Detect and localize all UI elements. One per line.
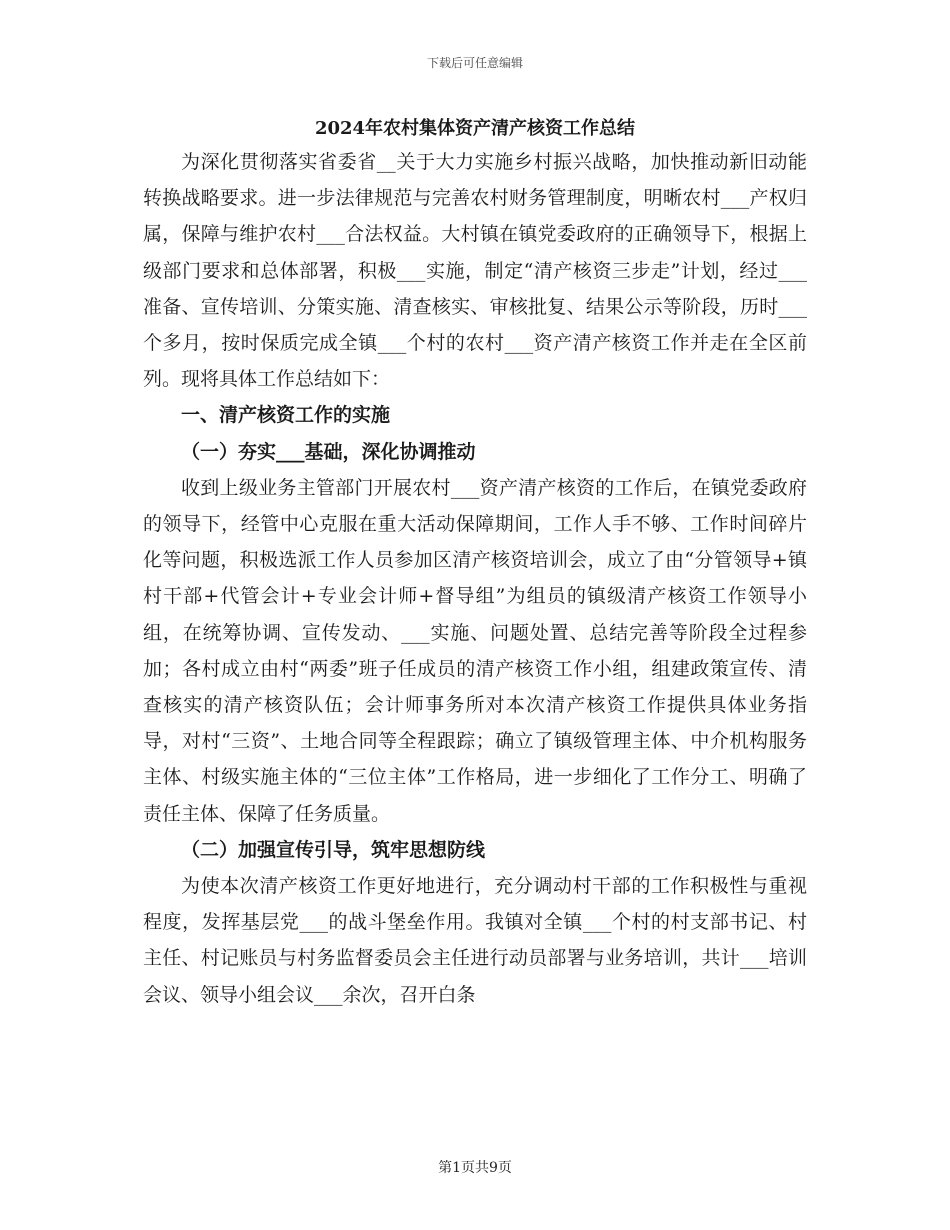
subsection-heading-1: （一）夯实___基础，深化协调推动 bbox=[181, 440, 476, 463]
subsection-heading-2: （二）加强宣传引导，筑牢思想防线 bbox=[181, 838, 486, 861]
intro-paragraph: 为深化贯彻落实省委省__关于大力实施乡村振兴战略，加快推动新旧动能转换战略要求。进一步法律规范与完善农村财务管理制度，明晰农村___产权归属，保障与维护农村___合法权益。大村镇在镇党委政府的正确领导下，根据上级部门要求和总体部署，积极___实施，制定“清产核资三步走”计划，经过___准备、宣传培训、分策实施、清查核实、审核批复、结果公示等阶段，历时___个多月，按时保质完成全镇___个村的农村___资产清产核资工作并走在全区前列。现将具体工作总结如下： bbox=[143, 151, 807, 391]
section-heading-1: 一、清产核资工作的实施 bbox=[181, 404, 391, 427]
page-header-note: 下载后可任意编辑 bbox=[426, 56, 523, 70]
document-title: 2024年农村集体资产清产核资工作总结 bbox=[314, 118, 636, 139]
page-footer-number: 第1页共9页 bbox=[438, 1160, 512, 1176]
subsection-2-paragraph: 为使本次清产核资工作更好地进行，充分调动村干部的工作积极性与重视程度，发挥基层党___的战斗堡垒作用。我镇对全镇___个村的村支部书记、村主任、村记账员与村务监督委员会主任进行动员部署与业务培训，共计___培训会议、领导小组会议___余次，召开白条 bbox=[143, 875, 807, 1006]
document-body bbox=[143, 114, 807, 1013]
subsection-1-paragraph: 收到上级业务主管部门开展农村___资产清产核资的工作后，在镇党委政府的领导下，经管中心克服在重大活动保障期间，工作人手不够、工作时间碎片化等问题，积极选派工作人员参加区清产核资培训会，成立了由“分管领导+镇村干部+代管会计+专业会计师+督导组”为组员的镇级清产核资工作领导小组，在统筹协调、宣传发动、___实施、问题处置、总结完善等阶段全过程参加；各村成立由村“两委”班子任成员的清产核资工作小组，组建政策宣传、清查核实的清产核资队伍；会计师事务所对本次清产核资工作提供具体业务指导，对村“三资”、土地合同等全程跟踪；确立了镇级管理主体、中介机构服务主体、村级实施主体的“三位主体”工作格局，进一步细化了工作分工、明确了责任主体、保障了任务质量。 bbox=[143, 476, 807, 825]
